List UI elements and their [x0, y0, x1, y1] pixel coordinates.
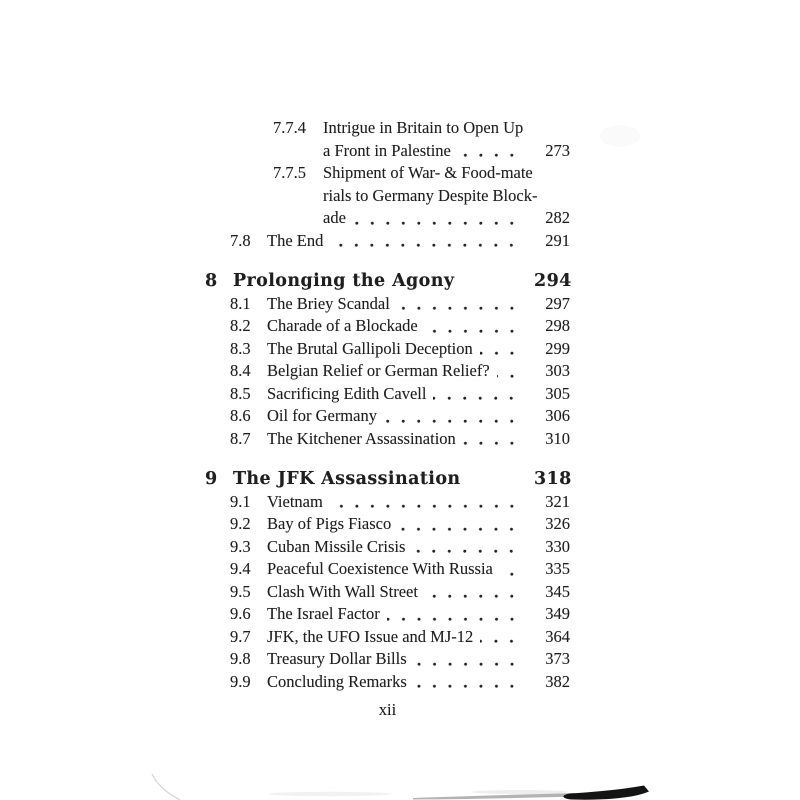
toc-entry-page-number: 321	[545, 491, 570, 511]
toc-entry-page-number: 303	[545, 361, 570, 380]
dot-leader	[414, 662, 525, 667]
toc-entry-title: Oil for Germany	[267, 406, 377, 425]
toc-entry-title: The Briey Scandal	[267, 293, 390, 313]
dot-leader	[458, 153, 525, 158]
toc-row	[205, 626, 570, 649]
toc-entry-page-number: 294	[534, 271, 572, 291]
dot-leader	[425, 594, 525, 599]
toc-entry-title: Intrigue in Britain to Open Up	[323, 118, 524, 137]
toc-row	[205, 117, 570, 140]
scan-edge-streak	[413, 793, 575, 800]
toc-entry-number: 8	[205, 271, 218, 291]
toc-entry-number: 9.9	[230, 671, 251, 691]
dot-leader	[330, 243, 525, 248]
dot-leader	[412, 549, 525, 554]
toc-entry-title: Peaceful Coexistence With Russia	[267, 559, 493, 578]
dot-leader	[330, 504, 525, 509]
dot-leader	[387, 617, 525, 622]
toc-entry-title: The Brutal Gallipoli Deception	[267, 338, 473, 358]
toc-entry-title: The JFK Assassination	[233, 469, 461, 489]
toc-row	[205, 338, 570, 361]
toc-entry-page-number: 298	[545, 316, 570, 335]
scan-smudge	[472, 790, 568, 794]
toc-entry-number: 7.8	[230, 230, 251, 250]
toc-entry-title: Sacrificing Edith Cavell	[267, 383, 427, 403]
toc-entry-title: The Israel Factor	[267, 604, 380, 623]
toc-row	[205, 428, 570, 451]
toc-entry-number: 8.6	[230, 406, 251, 425]
toc-entry-title: Bay of Pigs Fiasco	[267, 514, 392, 533]
toc-entry-number: 8.2	[230, 316, 251, 335]
dot-leader	[433, 396, 525, 401]
toc-entry-page-number: 291	[545, 230, 570, 250]
toc-row	[205, 603, 570, 626]
leader-space	[461, 284, 525, 289]
toc-row	[205, 162, 570, 185]
toc-row	[205, 491, 570, 514]
toc-row	[205, 230, 570, 253]
toc-entry-page-number: 305	[545, 383, 570, 403]
toc-entry-number: 8.1	[230, 293, 251, 313]
toc-entry-page-number: 273	[545, 140, 570, 160]
dot-leader	[425, 329, 525, 334]
toc-row	[205, 360, 570, 383]
toc-row	[205, 293, 570, 316]
toc-row	[205, 468, 570, 491]
toc-entry-title: ade	[323, 208, 346, 227]
dot-leader	[480, 351, 525, 356]
scan-curl-line	[152, 774, 180, 800]
page-footer	[205, 700, 570, 720]
toc-entry-number: 8.7	[230, 428, 251, 448]
toc-entry-title: Treasury Dollar Bills	[267, 649, 407, 668]
leader-space	[468, 482, 525, 487]
toc-row	[205, 648, 570, 671]
dot-leader	[463, 441, 525, 446]
toc-row	[205, 558, 570, 581]
toc-entry-number: 9	[205, 469, 218, 489]
scan-edge-wedge	[563, 786, 649, 800]
folio-page-number: xii	[378, 700, 397, 719]
toc-row	[205, 207, 570, 230]
toc-entry-number: 9.1	[230, 491, 251, 511]
toc-entry-page-number: 382	[545, 671, 570, 691]
toc-entry-page-number: 318	[534, 469, 572, 489]
toc-entry-number: 8.4	[230, 361, 251, 380]
dot-leader	[414, 684, 525, 689]
toc-entry-number: 9.7	[230, 626, 251, 646]
toc-entry-number: 9.8	[230, 649, 251, 668]
toc-entry-page-number: 335	[545, 559, 570, 578]
toc-entry-number: 9.2	[230, 514, 251, 533]
toc-entry-number: 8.3	[230, 338, 251, 358]
toc-row	[205, 536, 570, 559]
toc-entry-page-number: 306	[545, 406, 570, 425]
toc-row	[205, 315, 570, 338]
toc-row	[205, 185, 570, 208]
toc-entry-title: JFK, the UFO Issue and MJ-12	[267, 626, 474, 646]
toc-entry-title: The Kitchener Assassination	[267, 428, 456, 448]
toc-entry-title: a Front in Palestine	[323, 140, 451, 160]
toc-entry-page-number: 330	[545, 536, 570, 556]
toc-entry-title: Belgian Relief or German Relief?	[267, 361, 490, 380]
toc-entry-number: 9.5	[230, 581, 251, 601]
toc-entry-number: 9.6	[230, 604, 251, 623]
scan-smudge	[268, 792, 392, 796]
leader-space	[540, 176, 561, 181]
toc-entry-title: Vietnam	[267, 491, 323, 511]
toc-entry-page-number: 282	[545, 208, 570, 227]
dot-leader	[397, 306, 525, 311]
toc-entry-page-number: 326	[545, 514, 570, 533]
toc-entry-title: Shipment of War- & Food-mate	[323, 163, 533, 182]
toc-entry-page-number: 310	[545, 428, 570, 448]
toc-entry-title: The End	[267, 230, 324, 250]
toc-entry-number: 8.5	[230, 383, 251, 403]
dot-leader	[353, 221, 525, 226]
leader-space	[530, 131, 561, 136]
toc-entry-title: Charade of a Blockade	[267, 316, 418, 335]
toc-row	[205, 671, 570, 694]
toc-entry-title: Prolonging the Agony	[233, 271, 455, 291]
dot-leader	[480, 639, 525, 644]
toc-entry-page-number: 349	[545, 604, 570, 623]
leader-space	[544, 198, 561, 203]
toc-row	[205, 405, 570, 428]
toc-row	[205, 581, 570, 604]
toc-entry-title: Cuban Missile Crisis	[267, 536, 406, 556]
toc-entry-page-number: 364	[545, 626, 570, 646]
toc-entry-number: 9.3	[230, 536, 251, 556]
toc-entry-title: Clash With Wall Street	[267, 581, 418, 601]
toc-entry-title: Concluding Remarks	[267, 671, 407, 691]
toc-entry-page-number: 373	[545, 649, 570, 668]
toc-row	[205, 140, 570, 163]
toc-row	[205, 383, 570, 406]
dot-leader	[497, 374, 525, 379]
toc-entry-number: 7.7.5	[273, 163, 306, 182]
toc-entry-title: rials to Germany Despite Block-	[323, 185, 538, 205]
scan-smudge	[600, 125, 640, 147]
toc-entry-page-number: 299	[545, 338, 570, 358]
table-of-contents	[205, 117, 570, 693]
toc-entry-page-number: 345	[545, 581, 570, 601]
toc-entry-number: 7.7.4	[273, 118, 306, 137]
toc-row	[205, 513, 570, 536]
dot-leader	[500, 572, 525, 577]
toc-entry-page-number: 297	[545, 293, 570, 313]
dot-leader	[384, 419, 525, 424]
toc-entry-number: 9.4	[230, 559, 251, 578]
dot-leader	[398, 527, 525, 532]
toc-row	[205, 270, 570, 293]
